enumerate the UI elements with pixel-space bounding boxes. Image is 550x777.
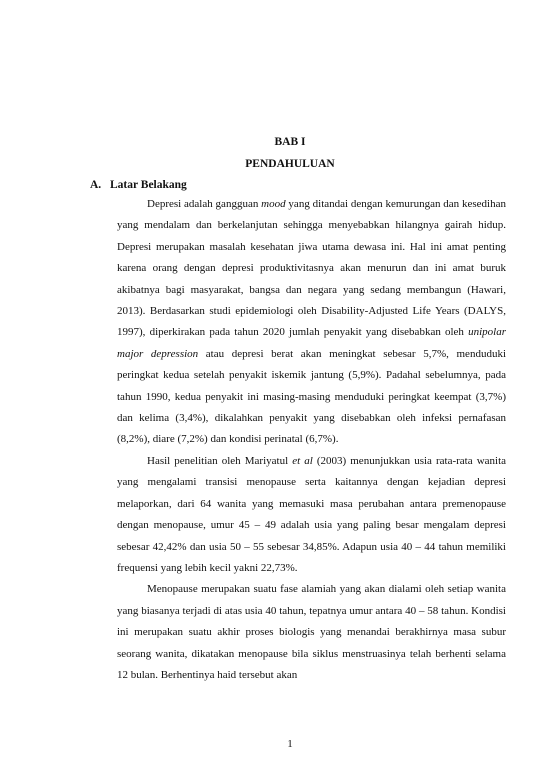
chapter-title: PENDAHULUAN (245, 158, 335, 170)
paragraph-2-text-a: Hasil penelitian oleh Mariyatul (147, 454, 293, 467)
section-title: Latar Belakang (110, 179, 187, 191)
body-text (117, 194, 506, 686)
paragraph-1 (117, 194, 506, 451)
paragraph-2 (117, 451, 506, 579)
page-number: 1 (287, 738, 293, 750)
paragraph-1-text-e: atau depresi berat akan meningkat sebesar 5,7%, menduduki peringkat kedua setelah penyakit iskemik jantung (5,9%). Padahal sebelumnya, pada tahun 1990, kedua penyakit ini masing-masing menduduki peringkat keempat (3,7%) dan kelima (3,4%), dikalahkan penyakit yang disebabkan oleh infeksi pernafasan (8,2%), diare (7,2%) dan kondisi perinatal (6,7%). (117, 347, 506, 446)
paragraph-3: Menopause merupakan suatu fase alamiah yang akan dialami oleh setiap wanita yang biasanya terjadi di atas usia 40 tahun, tepatnya umur antara 40 – 58 tahun. Kondisi ini merupakan suatu akhir proses biologis yang menandai berakhirnya masa subur seorang wanita, dikatakan menopause bila siklus menstruasinya telah berhenti selama 12 bulan. Berhentinya haid tersebut akan (117, 583, 506, 681)
paragraph-1-italic-mood: mood (261, 198, 286, 210)
paragraph-1-text-a: Depresi adalah gangguan (147, 198, 262, 210)
paragraph-2-italic-etal: et al (292, 454, 313, 467)
paragraph-1-text-c: yang ditandai dengan kemurungan dan kesedihan yang mendalam dan berkelanjutan sehingga menyebabkan hilangnya gairah hidup. Depresi merupakan masalah kesehatan jiwa utama dewasa ini. Hal ini amat penting karena orang dengan depresi produktivitasnya akan menurun dan ini amat buruk akibatnya bagi masyarakat, bangsa dan negara yang sedang membangun (Hawari, 2013). Berdasarkan studi epidemiologi oleh Disability-Adjusted Life Years (DALYS, 1997), diperkirakan pada tahun 2020 jumlah penyakit yang disebabkan oleh (117, 198, 506, 339)
section-number: A. (90, 179, 102, 191)
section-heading (90, 179, 187, 191)
chapter-heading: BAB I (274, 136, 306, 148)
paragraph-2-text-c: (2003) menunjukkan usia rata-rata wanita yang mengalami transisi menopause serta kaitannya dengan kejadian depresi melaporkan, dari 64 wanita yang memasuki masa perubahan antara premenopause dengan menopause, umur 45 – 49 adalah usia yang paling besar mengalam depresi sebesar 42,42% dan usia 50 – 55 sebesar 34,85%. Adapun usia 40 – 44 tahun memiliki frequensi yang lebih kecil yakni 22,73%. (117, 454, 507, 574)
paragraph-1-italic-term: unipolar major depression (117, 326, 506, 360)
